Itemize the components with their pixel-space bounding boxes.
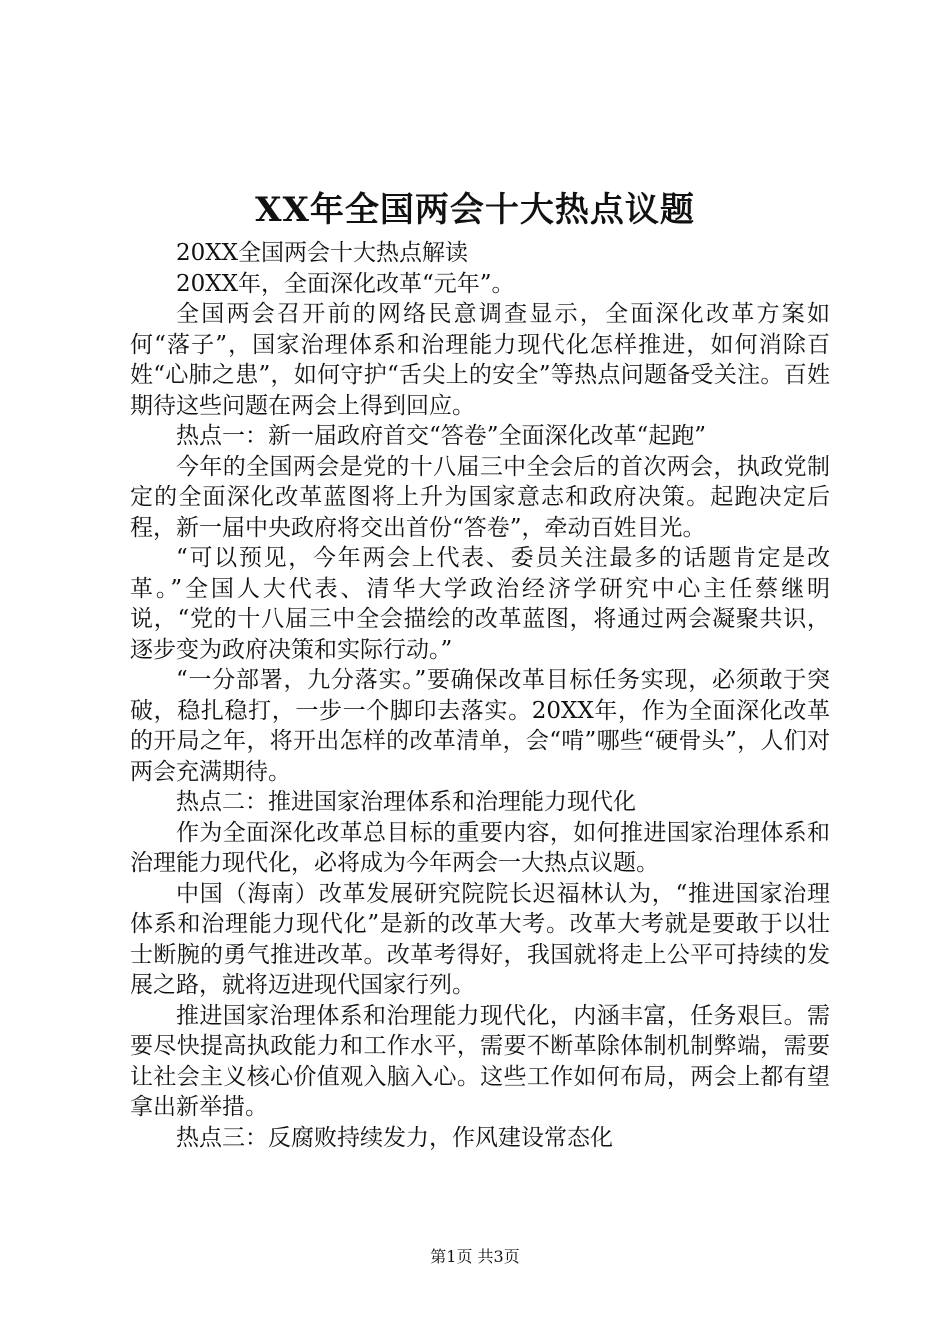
paragraph: 作为全面深化改革总目标的重要内容，如何推进国家治理体系和治理能力现代化，必将成为今年两会一大热点议题。 (130, 819, 830, 876)
paragraph: 20XX全国两会十大热点解读 (176, 240, 469, 266)
paragraph: “可以预见，今年两会上代表、委员关注最多的话题肯定是改革。”全国人大代表、清华大学政治经济学研究中心主任蔡继明说，“党的十八届三中全会描绘的改革蓝图，将通过两会凝聚共识，逐步变为政府决策和实际行动。” (130, 545, 830, 663)
document-body (130, 238, 830, 1153)
paragraph: 中国（海南）改革发展研究院院长迟福林认为，“推进国家治理体系和治理能力现代化”是新的改革大考。改革大考就是要敢于以壮士断腕的勇气推进改革。改革考得好，我国就将走上公平可持续的发展之路，就将迈进现代国家行列。 (130, 880, 830, 998)
paragraph: 全国两会召开前的网络民意调查显示，全面深化改革方案如何“落子”，国家治理体系和治理能力现代化怎样推进，如何消除百姓“心肺之患”，如何守护“舌尖上的安全”等热点问题备受关注。百姓期待这些问题在两会上得到回应。 (130, 301, 830, 419)
paragraph: 推进国家治理体系和治理能力现代化，内涵丰富，任务艰巨。需要尽快提高执政能力和工作水平，需要不断革除体制机制弊端，需要让社会主义核心价值观入脑入心。这些工作如何布局，两会上都有望拿出新举措。 (130, 1002, 830, 1120)
paragraph: 20XX年，全面深化改革“元年”。 (176, 270, 515, 297)
page-footer: 第1页 共3页 (430, 1247, 520, 1266)
section-heading-hotspot-1: 热点一：新一届政府首交“答卷”全面深化改革“起跑” (176, 423, 707, 449)
section-heading-hotspot-3: 热点三：反腐败持续发力，作风建设常态化 (176, 1124, 613, 1151)
document-title: XX年全国两会十大热点议题 (255, 190, 695, 230)
paragraph: 今年的全国两会是党的十八届三中全会后的首次两会，执政党制定的全面深化改革蓝图将上升为国家意志和政府决策。起跑决定后程，新一届中央政府将交出首份“答卷”，牵动百姓目光。 (130, 453, 830, 541)
section-heading-hotspot-2: 热点二：推进国家治理体系和治理能力现代化 (176, 789, 636, 815)
paragraph: “一分部署，九分落实。”要确保改革目标任务实现，必须敢于突破，稳扎稳打，一步一个脚印去落实。20XX年，作为全面深化改革的开局之年，将开出怎样的改革清单，会“啃”哪些“硬骨头”，人们对两会充满期待。 (130, 667, 830, 785)
